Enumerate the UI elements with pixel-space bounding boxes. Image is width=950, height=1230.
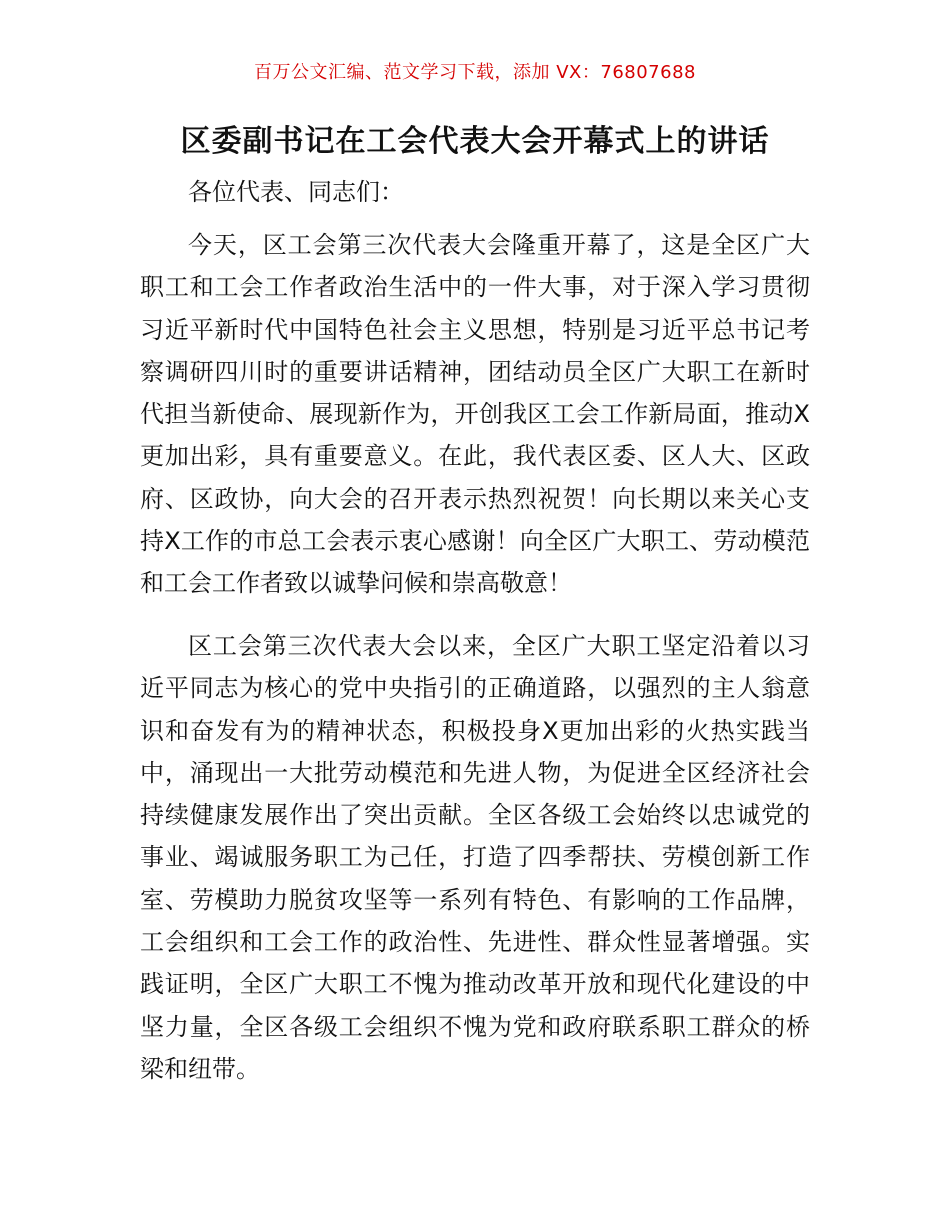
body-paragraph-2: 区工会第三次代表大会以来，全区广大职工坚定沿着以习近平同志为核心的党中央指引的正确道路，以强烈的主人翁意识和奋发有为的精神状态，积极投身X更加出彩的火热实践当中，涌现出一大批劳动模范和先进人物，为促进全区经济社会持续健康发展作出了突出贡献。全区各级工会始终以忠诚党的事业、竭诚服务职工为己任，打造了四季帮扶、劳模创新工作室、劳模助力脱贫攻坚等一系列有特色、有影响的工作品牌，工会组织和工会工作的政治性、先进性、群众性显著增强。实践证明，全区广大职工不愧为推动改革开放和现代化建设的中坚力量，全区各级工会组织不愧为党和政府联系职工群众的桥梁和纽带。 — [140, 632, 810, 1083]
body-paragraph-1: 今天，区工会第三次代表大会隆重开幕了，这是全区广大职工和工会工作者政治生活中的一件大事，对于深入学习贯彻习近平新时代中国特色社会主义思想，特别是习近平总书记考察调研四川时的重要讲话精神，团结动员全区广大职工在新时代担当新使命、展现新作为，开创我区工会工作新局面，推动X更加出彩，具有重要意义。在此，我代表区委、区人大、区政府、区政协，向大会的召开表示热烈祝贺！向长期以来关心支持X工作的市总工会表示衷心感谢！向全区广大职工、劳动模范和工会工作者致以诚挚问候和崇高敬意！ — [140, 231, 810, 598]
document-title: 区委副书记在工会代表大会开幕式上的讲话 — [180, 124, 770, 159]
salutation: 各位代表、同志们： — [188, 178, 404, 206]
header-note: 百万公文汇编、范文学习下载，添加 VX：76807688 — [254, 62, 696, 83]
